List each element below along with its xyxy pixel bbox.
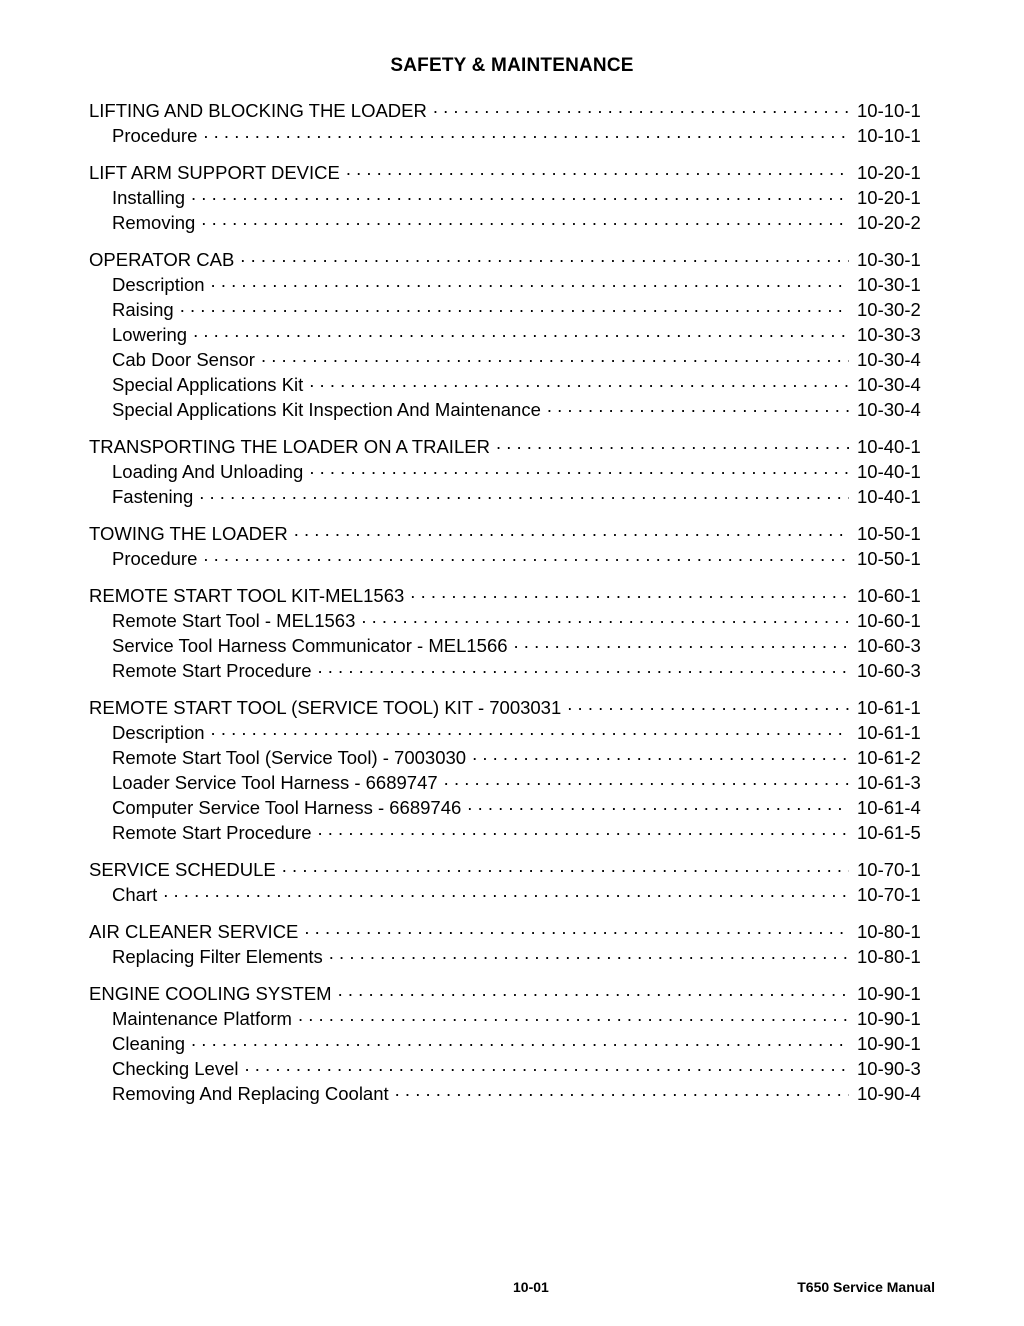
toc-section-title: TOWING THE LOADER — [89, 522, 288, 544]
dot-leader — [433, 98, 849, 117]
toc-entry-page: 10-90-1 — [857, 1007, 921, 1029]
toc-entry-label: Procedure — [112, 547, 198, 569]
toc-entry-page: 10-30-1 — [857, 273, 921, 295]
dot-leader — [203, 123, 849, 142]
toc-section — [89, 919, 935, 969]
dot-leader — [304, 919, 849, 938]
dot-leader — [514, 633, 849, 652]
toc-entry-label: Lowering — [112, 323, 188, 345]
toc-entry-row[interactable] — [89, 608, 935, 633]
toc-entry-page: 10-70-1 — [857, 883, 921, 905]
dot-leader — [211, 272, 849, 291]
toc-entry-row[interactable] — [89, 882, 935, 907]
dot-leader — [467, 795, 849, 814]
dot-leader — [410, 583, 849, 602]
toc-entry-row[interactable] — [89, 272, 935, 297]
dot-leader — [191, 185, 849, 204]
toc-entry-row[interactable] — [89, 745, 935, 770]
dot-leader — [261, 347, 849, 366]
toc-entry-row[interactable] — [89, 459, 935, 484]
toc-section-row[interactable] — [89, 434, 935, 459]
toc-entry-label: Remote Start Tool (Service Tool) - 7003030 — [112, 746, 467, 768]
dot-leader — [329, 944, 849, 963]
dot-leader — [298, 1006, 849, 1025]
toc-section — [89, 434, 935, 509]
toc-section-row[interactable] — [89, 247, 935, 272]
toc-entry-row[interactable] — [89, 546, 935, 571]
toc-entry-row[interactable] — [89, 1056, 935, 1081]
dot-leader — [180, 297, 849, 316]
toc-entry-page: 10-61-5 — [857, 821, 921, 843]
dot-leader — [338, 981, 849, 1000]
dot-leader — [472, 745, 849, 764]
toc-section — [89, 981, 935, 1106]
toc-entry-label: Computer Service Tool Harness - 6689746 — [112, 796, 462, 818]
toc-section-title: SERVICE SCHEDULE — [89, 858, 276, 880]
dot-leader — [317, 820, 849, 839]
toc-entry-page: 10-30-4 — [857, 348, 921, 370]
toc-entry-row[interactable] — [89, 1031, 935, 1056]
toc-entry-label: Remote Start Procedure — [112, 821, 312, 843]
toc-entry-page: 10-60-1 — [857, 609, 921, 631]
toc-entry-label: Description — [112, 273, 205, 295]
toc-entry-page: 10-90-1 — [857, 1032, 921, 1054]
toc-section-title: TRANSPORTING THE LOADER ON A TRAILER — [89, 435, 490, 457]
dot-leader — [193, 322, 849, 341]
dot-leader — [245, 1056, 850, 1075]
toc-section-title: REMOTE START TOOL (SERVICE TOOL) KIT - 7003031 — [89, 696, 562, 718]
toc-section-page: 10-90-1 — [857, 982, 921, 1004]
toc-entry-page: 10-90-4 — [857, 1082, 921, 1104]
toc-entry-page: 10-50-1 — [857, 547, 921, 569]
dot-leader — [191, 1031, 849, 1050]
toc-section — [89, 247, 935, 422]
toc-section-row[interactable] — [89, 160, 935, 185]
toc-entry-page: 10-20-2 — [857, 211, 921, 233]
toc-entry-row[interactable] — [89, 397, 935, 422]
toc-section-title: AIR CLEANER SERVICE — [89, 920, 299, 942]
toc-entry-label: Procedure — [112, 124, 198, 146]
toc-entry-page: 10-90-3 — [857, 1057, 921, 1079]
toc-entry-label: Maintenance Platform — [112, 1007, 292, 1029]
toc-section-row[interactable] — [89, 521, 935, 546]
dot-leader — [211, 720, 849, 739]
toc-section — [89, 98, 935, 148]
toc-entry-row[interactable] — [89, 1081, 935, 1106]
toc-entry-label: Cleaning — [112, 1032, 186, 1054]
table-of-contents — [89, 98, 935, 1106]
toc-entry-row[interactable] — [89, 123, 935, 148]
dot-leader — [203, 546, 849, 565]
toc-entry-row[interactable] — [89, 820, 935, 845]
dot-leader — [361, 608, 849, 627]
toc-entry-label: Removing And Replacing Coolant — [112, 1082, 389, 1104]
toc-entry-page: 10-10-1 — [857, 124, 921, 146]
toc-entry-page: 10-30-2 — [857, 298, 921, 320]
toc-entry-row[interactable] — [89, 372, 935, 397]
toc-entry-row[interactable] — [89, 770, 935, 795]
toc-section-title: LIFTING AND BLOCKING THE LOADER — [89, 99, 427, 121]
toc-section-page: 10-80-1 — [857, 920, 921, 942]
page-footer — [89, 1279, 935, 1299]
dot-leader — [163, 882, 849, 901]
toc-section-title: LIFT ARM SUPPORT DEVICE — [89, 161, 340, 183]
toc-section-row[interactable] — [89, 695, 935, 720]
toc-section-row[interactable] — [89, 583, 935, 608]
toc-section-title: REMOTE START TOOL KIT-MEL1563 — [89, 584, 405, 606]
toc-entry-label: Chart — [112, 883, 158, 905]
toc-section — [89, 583, 935, 683]
toc-entry-page: 10-30-3 — [857, 323, 921, 345]
toc-section-page: 10-50-1 — [857, 522, 921, 544]
dot-leader — [282, 857, 849, 876]
dot-leader — [199, 484, 849, 503]
toc-entry-page: 10-30-4 — [857, 373, 921, 395]
toc-entry-row[interactable] — [89, 185, 935, 210]
toc-entry-label: Cab Door Sensor — [112, 348, 255, 370]
toc-entry-label: Replacing Filter Elements — [112, 945, 323, 967]
toc-entry-page: 10-30-4 — [857, 398, 921, 420]
toc-entry-row[interactable] — [89, 795, 935, 820]
toc-entry-label: Installing — [112, 186, 186, 208]
toc-entry-page: 10-20-1 — [857, 186, 921, 208]
toc-entry-page: 10-40-1 — [857, 485, 921, 507]
toc-entry-page: 10-40-1 — [857, 460, 921, 482]
toc-section-page: 10-20-1 — [857, 161, 921, 183]
toc-section — [89, 857, 935, 907]
toc-entry-row[interactable] — [89, 633, 935, 658]
toc-entry-row[interactable] — [89, 658, 935, 683]
toc-entry-row[interactable] — [89, 1006, 935, 1031]
toc-section — [89, 160, 935, 235]
toc-section-page: 10-40-1 — [857, 435, 921, 457]
toc-section — [89, 695, 935, 845]
toc-entry-label: Loader Service Tool Harness - 6689747 — [112, 771, 438, 793]
toc-entry-page: 10-61-1 — [857, 721, 921, 743]
dot-leader — [395, 1081, 849, 1100]
dot-leader — [346, 160, 849, 179]
toc-entry-row[interactable] — [89, 720, 935, 745]
dot-leader — [240, 247, 849, 266]
toc-entry-label: Description — [112, 721, 205, 743]
dot-leader — [294, 521, 849, 540]
footer-page-number: 10-01 — [513, 1279, 549, 1295]
toc-entry-page: 10-60-3 — [857, 659, 921, 681]
toc-entry-label: Checking Level — [112, 1057, 239, 1079]
dot-leader — [317, 658, 849, 677]
toc-entry-label: Loading And Unloading — [112, 460, 304, 482]
dot-leader — [444, 770, 849, 789]
toc-entry-label: Fastening — [112, 485, 194, 507]
toc-entry-page: 10-60-3 — [857, 634, 921, 656]
dot-leader — [547, 397, 849, 416]
toc-entry-row[interactable] — [89, 944, 935, 969]
toc-section-page: 10-61-1 — [857, 696, 921, 718]
dot-leader — [496, 434, 849, 453]
dot-leader — [567, 695, 849, 714]
toc-entry-page: 10-80-1 — [857, 945, 921, 967]
toc-entry-page: 10-61-2 — [857, 746, 921, 768]
toc-entry-label: Special Applications Kit Inspection And Maintenance — [112, 398, 541, 420]
toc-section-page: 10-70-1 — [857, 858, 921, 880]
toc-entry-label: Remote Start Tool - MEL1563 — [112, 609, 356, 631]
toc-section-row[interactable] — [89, 919, 935, 944]
toc-entry-row[interactable] — [89, 210, 935, 235]
toc-section-row[interactable] — [89, 98, 935, 123]
toc-entry-row[interactable] — [89, 297, 935, 322]
toc-section-title: ENGINE COOLING SYSTEM — [89, 982, 332, 1004]
dot-leader — [309, 459, 849, 478]
toc-section-page: 10-60-1 — [857, 584, 921, 606]
toc-entry-page: 10-61-4 — [857, 796, 921, 818]
toc-entry-row[interactable] — [89, 484, 935, 509]
toc-section — [89, 521, 935, 571]
toc-section-page: 10-30-1 — [857, 248, 921, 270]
toc-section-page: 10-10-1 — [857, 99, 921, 121]
toc-entry-label: Service Tool Harness Communicator - MEL1566 — [112, 634, 508, 656]
page-title: SAFETY & MAINTENANCE — [390, 55, 634, 76]
toc-entry-label: Removing — [112, 211, 196, 233]
toc-section-row[interactable] — [89, 981, 935, 1006]
toc-entry-label: Special Applications Kit — [112, 373, 304, 395]
toc-section-row[interactable] — [89, 857, 935, 882]
toc-entry-label: Remote Start Procedure — [112, 659, 312, 681]
toc-entry-row[interactable] — [89, 322, 935, 347]
toc-entry-label: Raising — [112, 298, 174, 320]
toc-entry-page: 10-61-3 — [857, 771, 921, 793]
dot-leader — [309, 372, 849, 391]
toc-entry-row[interactable] — [89, 347, 935, 372]
toc-section-title: OPERATOR CAB — [89, 248, 235, 270]
dot-leader — [201, 210, 849, 229]
footer-manual-name: T650 Service Manual — [797, 1279, 935, 1295]
